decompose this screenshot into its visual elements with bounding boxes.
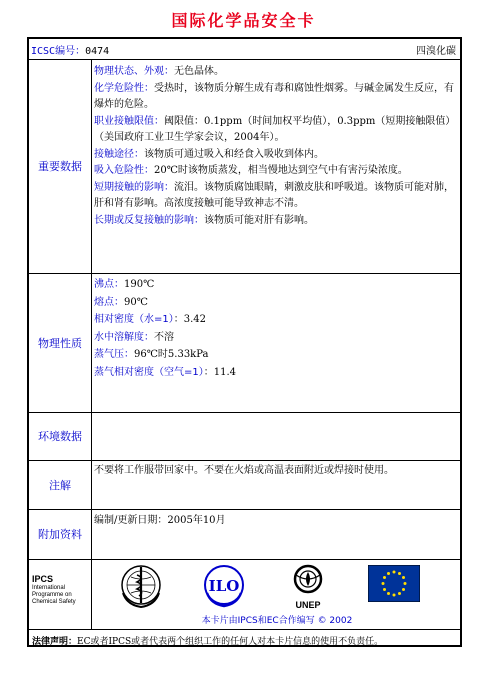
health-item: [94, 180, 456, 213]
section-label-environment: 环境数据: [38, 430, 82, 443]
page-title: 国际化学品安全卡: [171, 11, 316, 30]
icsc-value: 0474: [85, 46, 110, 57]
divider: [29, 559, 460, 560]
health-item-key: 接触途径：: [94, 148, 144, 160]
physical-item-value: 190℃: [124, 279, 155, 290]
health-item-key: 长期或反复接触的影响：: [94, 214, 204, 226]
ipcs-logo: [32, 574, 92, 606]
health-item-value: 20℃时该物质蒸发，相当慢地达到空气中有害污染浓度。: [154, 165, 408, 176]
who-emblem-icon: [117, 563, 165, 609]
ipcs-line: Programme on: [32, 592, 72, 598]
column-divider: [91, 59, 92, 559]
health-item: [94, 213, 456, 230]
divider: [29, 59, 460, 60]
physical-item-key: 水中溶解度：: [94, 331, 154, 343]
health-item-value: 该物质可能对肝有影响。: [204, 214, 314, 226]
health-item-key: 职业接触限值：: [94, 115, 164, 127]
legal-statement: [32, 634, 383, 647]
divider: [29, 273, 460, 274]
physical-item: [94, 294, 456, 312]
unep-label: UNEP: [295, 600, 321, 610]
physical-item-key: 熔点：: [94, 296, 124, 308]
health-item: [94, 81, 456, 114]
health-item-key: 物理状态、外观：: [94, 66, 174, 77]
divider: [29, 629, 460, 630]
health-item-value: 阈限值：0.1ppm（时间加权平均值），0.3ppm（短期接触限值）（美国政府工业卫生学家会议，2004年）。: [94, 115, 456, 143]
health-item-key: 吸入危险性：: [94, 165, 154, 176]
physical-item: [94, 346, 456, 364]
ipcs-abbr: IPCS: [32, 574, 54, 584]
physical-item-value: 不溶: [154, 331, 174, 343]
icsc-number: [31, 42, 109, 57]
physical-item: [94, 276, 456, 294]
physical-item-key: 蒸气压：: [94, 349, 134, 360]
physical-item: [94, 311, 456, 329]
section-label-physical: 物理性质: [38, 336, 82, 350]
extra-text: 编制/更新日期：2005年10月: [94, 515, 226, 526]
divider: [29, 460, 460, 461]
section-label-notes: 注解: [49, 478, 71, 492]
safety-card: [27, 37, 462, 647]
health-item: [94, 147, 456, 164]
ipcs-line: International: [32, 585, 66, 591]
ilo-emblem-icon: [201, 563, 247, 609]
physical-item: [94, 364, 456, 382]
physical-item: [94, 329, 456, 347]
health-item-value: 受热时，该物质分解生成有毒和腐蚀性烟雾。与碱金属发生反应，有爆炸的危险。: [94, 82, 454, 110]
physical-item-key: 沸点：: [94, 279, 124, 290]
substance-name: 四溴化碳: [416, 46, 456, 57]
physical-item-key: 相对密度（水=1）: [94, 314, 174, 325]
health-item: [94, 114, 456, 147]
health-item-value: 该物质可通过吸入和经食入吸收到体内。: [144, 148, 324, 160]
physical-item-value: 90℃: [124, 296, 148, 308]
physical-item-key: 蒸气相对密度（空气=1）: [94, 366, 204, 378]
legal-text: EC或者IPCS或者代表两个组织工作的任何人对本卡片信息的使用不负责任。: [77, 637, 384, 647]
health-item-key: 短期接触的影响：: [94, 181, 174, 193]
notes-text: 不要将工作服带回家中。不要在火焰或高温表面附近或焊接时使用。: [94, 465, 394, 476]
ipcs-line: Chemical Safety: [32, 599, 76, 605]
svg-text:ILO: ILO: [208, 577, 240, 595]
health-item: [94, 64, 456, 81]
divider: [29, 509, 460, 510]
legal-label: 法律声明：: [32, 637, 78, 647]
physical-item-value: ：11.4: [203, 366, 237, 378]
physical-item-value: ：3.42: [173, 314, 207, 325]
health-item: [94, 163, 456, 180]
icsc-label: ICSC编号：: [31, 46, 86, 57]
health-item-key: 化学危险性：: [94, 82, 154, 94]
section-label-health: 重要数据: [38, 160, 82, 173]
health-data: [94, 64, 456, 229]
eu-flag-icon: [368, 565, 420, 602]
cooperation-caption: 本卡片由IPCS和EC合作编写 © 2002: [201, 616, 353, 626]
physical-data: [94, 276, 456, 381]
divider: [29, 412, 460, 413]
section-label-extra: 附加资料: [38, 528, 82, 541]
health-item-value: 无色晶体。: [174, 66, 224, 77]
physical-item-value: 96℃时5.33kPa: [134, 349, 209, 360]
health-item-value: 流泪。该物质腐蚀眼睛，刺激皮肤和呼吸道。该物质可能对肺，肝和肾有影响。高浓度接触可能导致神志不清。: [94, 181, 454, 209]
